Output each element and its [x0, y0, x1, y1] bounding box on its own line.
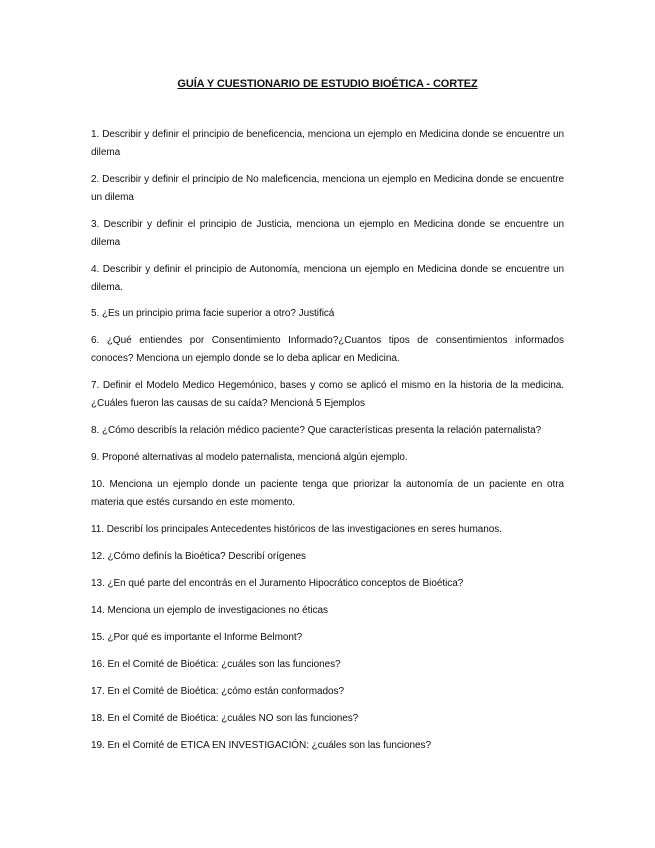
question-item: 9. Proponé alternativas al modelo paternalista, mencioná algún ejemplo. — [91, 452, 408, 463]
question-item: 8. ¿Cómo describís la relación médico paciente? Que características presenta la relación paternalista? — [91, 425, 542, 436]
page-title: GUÍA Y CUESTIONARIO DE ESTUDIO BIOÉTICA - CORTEZ — [177, 78, 478, 90]
question-item: 13. ¿En qué parte del encontrás en el Juramento Hipocrático conceptos de Bioética? — [91, 578, 464, 589]
question-item: 12. ¿Cómo definís la Bioética? Describí orígenes — [91, 551, 306, 562]
question-item: 19. En el Comité de ETICA EN INVESTIGACIÓN: ¿cuáles son las funciones? — [91, 740, 431, 751]
question-item: 17. En el Comité de Bioética: ¿cómo están conformados? — [91, 686, 344, 697]
question-list — [91, 126, 564, 755]
question-item: 2. Describir y definir el principio de No maleficencia, menciona un ejemplo en Medicina donde se encuentre un dilema — [91, 174, 564, 203]
question-item: 6. ¿Qué entiendes por Consentimiento Informado?¿Cuantos tipos de consentimientos informados conoces? Menciona un ejemplo donde se lo deba aplicar en Medicina. — [91, 335, 564, 364]
question-item: 4. Describir y definir el principio de Autonomía, menciona un ejemplo en Medicina donde se encuentre un dilema. — [91, 264, 564, 293]
question-item: 1. Describir y definir el principio de beneficencia, menciona un ejemplo en Medicina donde se encuentre un dilema — [91, 129, 564, 158]
question-item: 18. En el Comité de Bioética: ¿cuáles NO son las funciones? — [91, 713, 359, 724]
question-item: 16. En el Comité de Bioética: ¿cuáles son las funciones? — [91, 659, 341, 670]
question-item: 11. Describí los principales Antecedentes históricos de las investigaciones en seres humanos. — [91, 524, 502, 535]
question-item: 5. ¿Es un principio prima facie superior a otro? Justificá — [91, 308, 335, 319]
question-item: 10. Menciona un ejemplo donde un paciente tenga que priorizar la autonomía de un paciente en otra materia que estés cursando en este momento. — [91, 479, 564, 508]
question-item: 14. Menciona un ejemplo de investigaciones no éticas — [91, 605, 328, 616]
question-item: 15. ¿Por qué es importante el Informe Belmont? — [91, 632, 303, 643]
question-item: 3. Describir y definir el principio de Justicia, menciona un ejemplo en Medicina donde se encuentre un dilema — [91, 219, 564, 248]
question-item: 7. Definir el Modelo Medico Hegemónico, bases y como se aplicó el mismo en la historia de la medicina. ¿Cuáles fueron las causas de su caída? Mencioná 5 Ejemplos — [91, 380, 564, 409]
